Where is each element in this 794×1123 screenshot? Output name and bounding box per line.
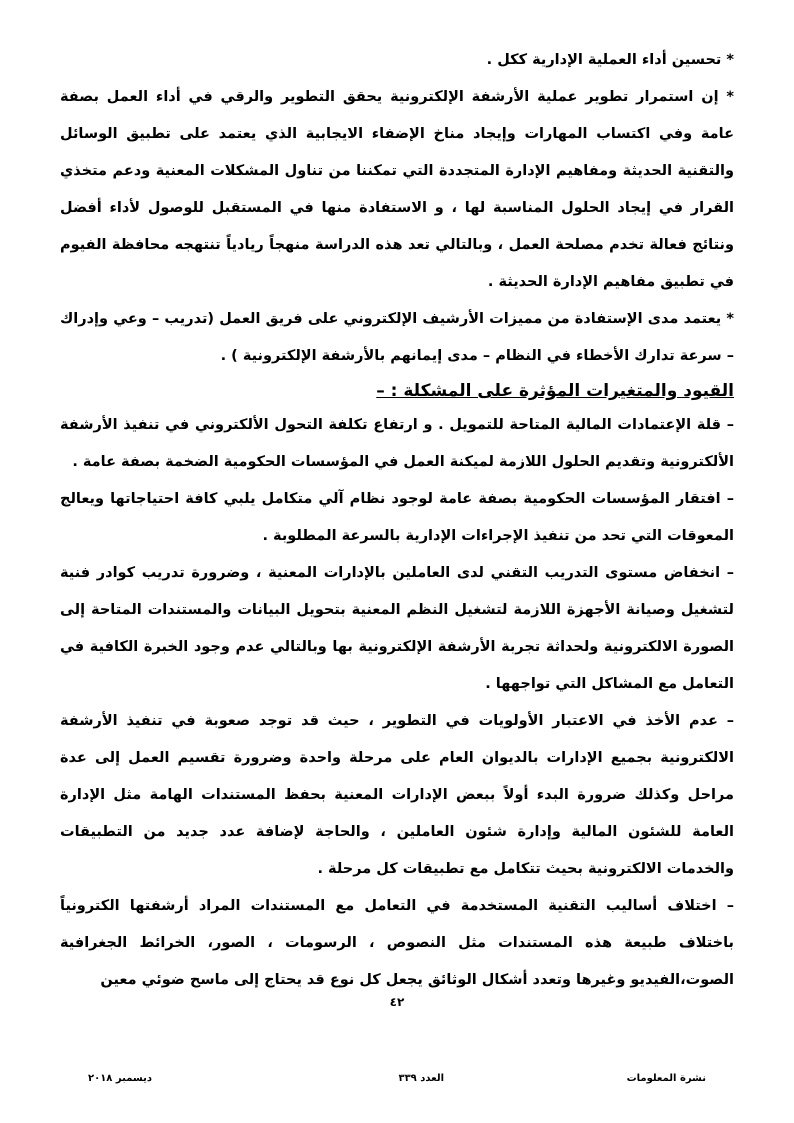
constraint-techniques: – اختلاف أساليب التقنية المستخدمة في التعامل مع المستندات المراد أرشفتها الكترونياً باختلاف طبيعة هذه المستندات مثل النصوص ، الرسومات ، الصور، الخرائط الجغرافية الصوت،الفيديو وغيرها وتعدد أشكال الوثائق يجعل كل نوع قد يحتاج إلى ماسح ضوئي معين [60,898,734,988]
paragraph-improve-performance: * تحسين أداء العملية الإدارية ككل . [486,52,734,68]
constraint-priorities: – عدم الأخذ في الاعتبار الأولويات في التطوير ، حيث قد توجد صعوبة في تنفيذ الأرشفة الالكترونية بجميع الإدارات بالديوان العام على مرحلة واحدة وضرورة تقسيم العمل إلى عدة مراحل وكذلك ضرورة البدء أولاً ببعض الإدارات المعنية بحفظ المستندات الهامة مثل الإدارة العامة للشئون المالية وإدارة شئون العاملين ، والحاجة لإضافة عدد جديد من التطبيقات والخدمات الالكترونية بحيث تتكامل مع تطبيقات كل مرحلة . [60,713,734,877]
constraint-training: – انخفاض مستوى التدريب التقني لدى العاملين بالإدارات المعنية ، وضرورة تدريب كوادر فنية لتشغيل وصيانة الأجهزة اللازمة لتشغيل النظم المعنية بتحويل البيانات والمستندات المتاحة إلى الصورة الالكترونية ولحداثة تجربة الأرشفة الإلكترونية بها وبالتالي عدم وجود الخبرة الكافية في التعامل مع المشاكل التي تواجهها . [60,565,734,692]
constraint-automation: – افتقار المؤسسات الحكومية بصفة عامة لوجود نظام آلي متكامل يلبي كافة احتياجاتها ويعالج المعوقات التي تحد من تنفيذ الإجراءات الإدارية بالسرعة المطلوبة . [60,491,734,544]
document-body [60,42,734,999]
paragraph-development-continuity: * إن استمرار تطوير عملية الأرشفة الإلكترونية يحقق التطوير والرقي في أداء العمل بصفة عامة وفي اكتساب المهارات وإيجاد مناخ الإضفاء الايجابية الذي يعتمد على تطبيق الوسائل والتقنية الحديثة ومفاهيم الإدارة المتجددة التي تمكننا من تناول المشكلات المعنية ودعم متخذي القرار في إيجاد الحلول المناسبة لها ، و الاستفادة منها في المستقبل للوصول لأداء أفضل ونتائج فعالة تخدم مصلحة العمل ، وبالتالي تعد هذه الدراسة منهجاً ريادياً تنتهجه محافظة الفيوم في تطبيق مفاهيم الإدارة الحديثة . [60,89,734,290]
footer-publication: نشرة المعلومات [626,1073,706,1084]
footer-date: ديسمبر ٢٠١٨ [88,1073,152,1084]
page-number: ٤٢ [389,995,405,1009]
constraint-funding: – قلة الإعتمادات المالية المتاحة للتمويل . و ارتفاع تكلفة التحول الألكتروني في تنفيذ الأرشفة الألكترونية وتقديم الحلول اللازمة لميكنة العمل في المؤسسات الحكومية الضخمة بصفة عامة . [60,417,734,470]
section-heading: القيود والمتغيرات المؤثرة على المشكلة : – [376,381,734,401]
paragraph-team-dependency: * يعتمد مدى الإستفادة من مميزات الأرشيف الإلكتروني على فريق العمل (تدريب – وعي وإدراك – سرعة تدارك الأخطاء في النظام – مدى إيمانهم بالأرشفة الإلكترونية ) . [60,311,734,364]
footer-issue: العدد ٣٣٩ [398,1073,444,1084]
